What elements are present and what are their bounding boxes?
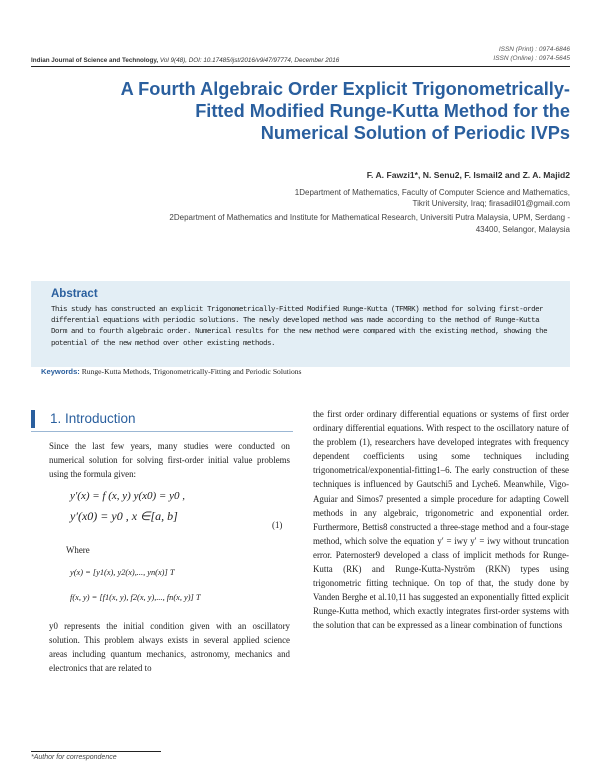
- footnote: *Author for correspondence: [31, 754, 117, 761]
- keywords-text: Runge-Kutta Methods, Trigonometrically-Fitting and Periodic Solutions: [79, 367, 302, 376]
- equation-1a: y′(x) = f (x, y) y(x0) = y0 ,: [70, 490, 185, 502]
- issn-online: ISSN (Online) : 0974-5645: [493, 55, 570, 62]
- paper-title: [31, 78, 570, 144]
- intro-paragraph-2: y0 represents the initial condition given with an oscillatory solution. This problem always exists in several applied science areas including quantum mechanics, astronomy, mechanics and electronics that are related to: [49, 621, 290, 674]
- title-line-2: Fitted Modified Runge-Kutta Method for the: [195, 101, 570, 121]
- title-line-3: Numerical Solution of Periodic IVPs: [260, 123, 570, 143]
- journal-details: Vol 9(48), DOI: 10.17485/ijst/2016/v9i47/97774, December 2016: [158, 57, 340, 64]
- journal-name: Indian Journal of Science and Technology,: [31, 57, 159, 64]
- section-rule: [31, 431, 293, 432]
- keywords-label: Keywords:: [41, 367, 80, 376]
- header-rule: [31, 66, 570, 67]
- keywords: [41, 367, 302, 376]
- affiliation-2-line-2: 43400, Selangor, Malaysia: [475, 225, 570, 234]
- journal-citation: [31, 57, 339, 64]
- intro-paragraph-continued: the first order ordinary differential equations or systems of first order ordinary differential equations. With respect to the oscillatory nature of the problem (1), researchers have developed integrates with frequency dependent coefficients using some techniques including trigonometrical/exponential-fitting1–6. The early construction of these techniques is influenced by Gautschi5 and Lyche6. Meanwhile, Vigo-Aguiar and Simos7 presented a simple procedure for adapting Cowell methods in any algebraic, trigonometric and exponential order. Furthermore, Bettis8 constructed a three-stage method and a four-stage method, which solve the equation y′ = iwy y′ = iwy without truncation error. Paternoster9 developed a class of implicit methods for Runge-Kutta (RK) and Runge-Kutta-Nyström (RKN) types using trigonometric fitting technique. On top of that, the study done by Vanden Berghe et al.10,11 has suggested an exponentially fitted explicit Runge-Kutta method, which exactly integrates first-order systems with the solution that can be expressed as a linear combination of functions: [313, 409, 569, 631]
- affiliation-1-line-1: 1Department of Mathematics, Faculty of Computer Science and Mathematics,: [294, 188, 570, 197]
- equation-number: (1): [272, 520, 283, 530]
- equation-1b: y′(x0) = y0 , x ∈[a, b]: [70, 509, 178, 523]
- title-line-1: A Fourth Algebraic Order Explicit Trigonometrically-: [120, 79, 570, 99]
- issn-print: ISSN (Print) : 0974-6846: [498, 46, 570, 53]
- equation-2: y(x) = [y1(x), y2(x),..., yn(x)] T: [70, 568, 175, 577]
- intro-paragraph-1: Since the last few years, many studies were conducted on numerical solution for solving first-order initial value problems using the formula given:: [49, 441, 290, 480]
- equation-3: f(x, y) = [f1(x, y), f2(x, y),..., fn(x, y)] T: [70, 593, 201, 602]
- footnote-rule: [31, 751, 161, 752]
- affiliation-2-line-1: 2Department of Mathematics and Institute for Mathematical Research, Universiti Putra Malaysia, UPM, Serdang -: [169, 213, 570, 222]
- abstract-heading: Abstract: [51, 288, 98, 300]
- section-marker: [31, 410, 35, 428]
- where-label: Where: [66, 545, 90, 555]
- abstract-text: This study has constructed an explicit Trigonometrically-Fitted Modified Runge-Kutta (TFMRK) method for solving first-order differential equations with periodic solutions. The newly developed method was made according to the method of Runge-Kutta Dorm and to fourth algebraic order. Numerical results for the new method were compared with the existing method, showing the potential of the new method over other existing methods.: [51, 306, 548, 348]
- author-list: F. A. Fawzi1*, N. Senu2, F. Ismail2 and Z. A. Majid2: [366, 170, 570, 180]
- affiliation-1-line-2: Tikrit University, Iraq; firasadil01@gmail.com: [412, 199, 570, 208]
- section-heading: 1. Introduction: [50, 411, 136, 426]
